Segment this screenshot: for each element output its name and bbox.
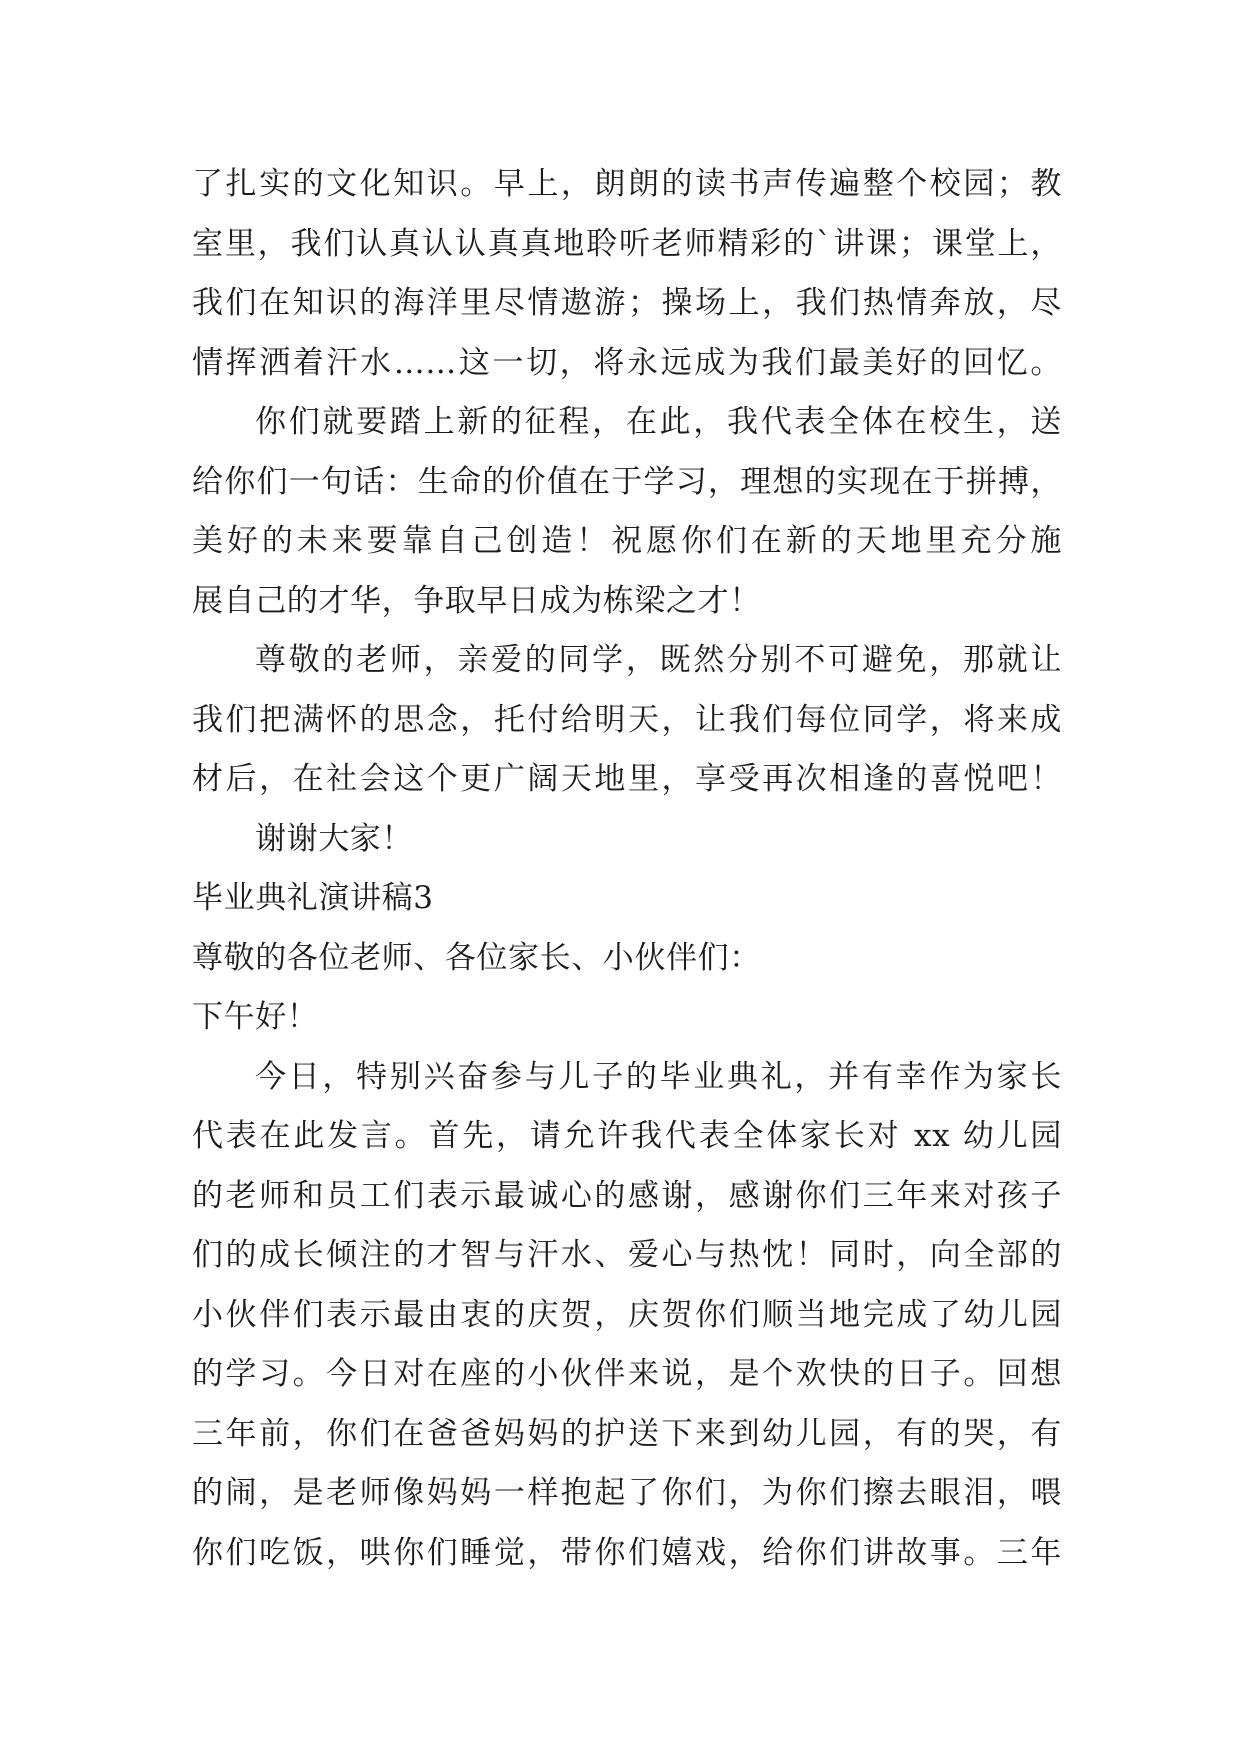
text-line: 材后，在社会这个更广阔天地里，享受再次相逢的喜悦吧！ (192, 761, 1062, 797)
text-line: 展自己的才华，争取早日成为栋梁之才！ (192, 582, 761, 619)
text-line: 美好的未来要靠自己创造！祝愿你们在新的天地里充分施 (192, 523, 1062, 559)
paragraph-first-line: 尊敬的老师，亲爱的同学，既然分别不可避免，那就让 (255, 642, 1062, 678)
text-line: 情挥洒着汗水……这一切，将永远成为我们最美好的回忆。 (192, 344, 1062, 381)
text-line: 三年前，你们在爸爸妈妈的护送下来到幼儿园，有的哭，有 (192, 1415, 1062, 1452)
greeting: 下午好！ (192, 999, 319, 1035)
text-line: 我们把满怀的思念，托付给明天，让我们每位同学，将来成 (192, 701, 1062, 738)
paragraph-first-line: 你们就要踏上新的征程，在此，我代表全体在校生，送 (255, 404, 1062, 440)
text-line: 了扎实的文化知识。早上，朗朗的读书声传遍整个校园；教 (192, 166, 1062, 202)
text-line: 我们在知识的海洋里尽情遨游；操场上，我们热情奔放，尽 (192, 285, 1062, 321)
document-text (192, 155, 1062, 1583)
closing-line: 谢谢大家！ (255, 820, 413, 857)
text-line: 代表在此发言。首先，请允许我代表全体家长对 xx 幼儿园 (192, 1118, 1062, 1154)
text-line: 的老师和员工们表示最诚心的感谢，感谢你们三年来对孩子 (192, 1177, 1062, 1214)
text-line: 们的成长倾注的才智与汗水、爱心与热忱！同时，向全部的 (192, 1237, 1062, 1273)
text-line: 你们吃饭，哄你们睡觉，带你们嬉戏，给你们讲故事。三年 (192, 1534, 1062, 1571)
section-title: 毕业典礼演讲稿3 (192, 880, 434, 916)
text-line: 给你们一句话：生命的价值在于学习，理想的实现在于拼搏， (192, 463, 1062, 500)
text-line: 室里，我们认真认认真真地聆听老师精彩的`讲课；课堂上， (192, 225, 1062, 262)
text-line: 的闹，是老师像妈妈一样抱起了你们，为你们擦去眼泪，喂 (192, 1475, 1062, 1511)
paragraph-first-line: 今日，特别兴奋参与儿子的毕业典礼，并有幸作为家长 (255, 1058, 1062, 1095)
salutation: 尊敬的各位老师、各位家长、小伙伴们： (192, 939, 761, 976)
text-line: 小伙伴们表示最由衷的庆贺，庆贺你们顺当地完成了幼儿园 (192, 1296, 1062, 1333)
text-line: 的学习。今日对在座的小伙伴来说，是个欢快的日子。回想 (192, 1356, 1062, 1392)
